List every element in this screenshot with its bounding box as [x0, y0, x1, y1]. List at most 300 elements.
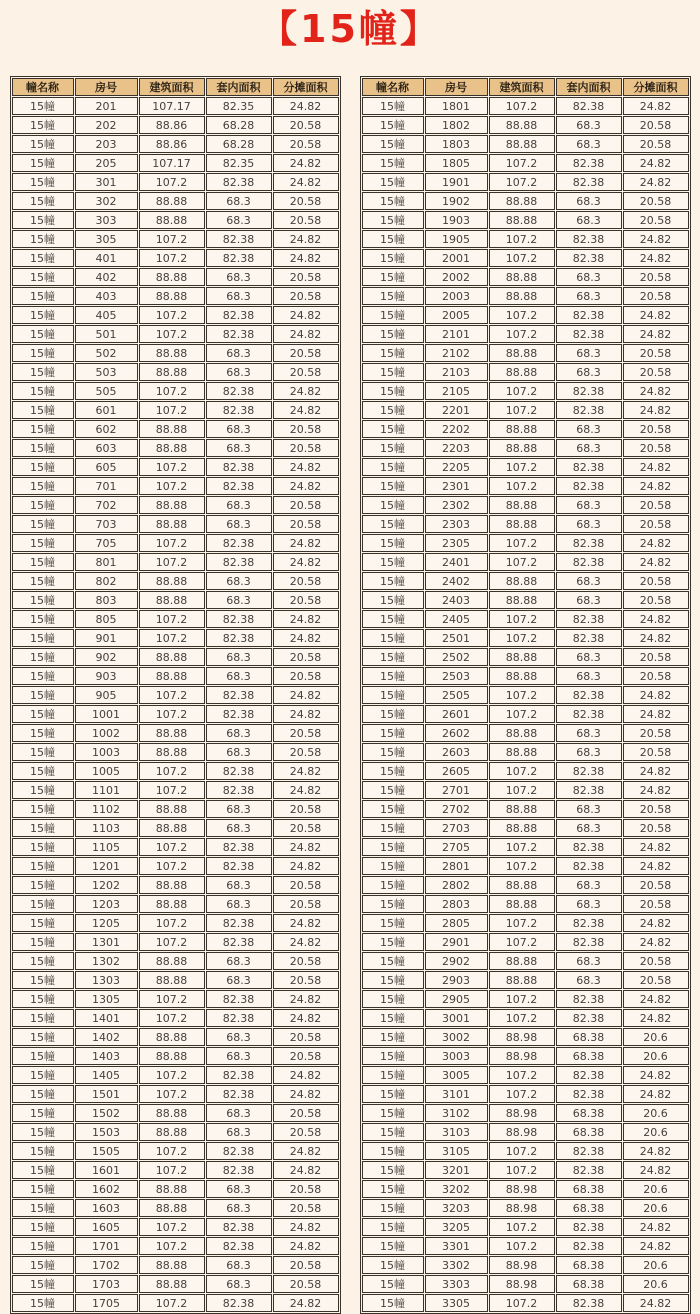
shared-area-cell: 24.82	[273, 762, 339, 780]
room-number-cell: 1803	[425, 135, 488, 153]
building-name-cell: 15幢	[362, 1180, 424, 1198]
built-area-cell: 88.88	[489, 971, 555, 989]
shared-area-cell: 20.58	[273, 344, 339, 362]
table-row	[12, 1180, 339, 1198]
building-name-cell: 15幢	[362, 990, 424, 1008]
shared-area-cell: 20.58	[623, 591, 689, 609]
shared-area-cell: 20.58	[623, 439, 689, 457]
building-name-cell: 15幢	[12, 192, 74, 210]
room-number-cell: 2602	[425, 724, 488, 742]
table-row	[12, 1275, 339, 1293]
room-number-cell: 3202	[425, 1180, 488, 1198]
room-number-cell: 2305	[425, 534, 488, 552]
shared-area-cell: 20.6	[623, 1104, 689, 1122]
built-area-cell: 107.2	[139, 401, 205, 419]
inner-area-cell: 82.38	[556, 990, 622, 1008]
room-number-cell: 801	[75, 553, 138, 571]
inner-area-cell: 82.38	[556, 1218, 622, 1236]
room-number-cell: 1605	[75, 1218, 138, 1236]
built-area-cell: 88.88	[489, 268, 555, 286]
built-area-cell: 88.88	[139, 724, 205, 742]
table-row	[362, 705, 689, 723]
room-number-cell: 2702	[425, 800, 488, 818]
room-number-cell: 3302	[425, 1256, 488, 1274]
room-number-cell: 2001	[425, 249, 488, 267]
inner-area-cell: 68.3	[206, 800, 272, 818]
building-name-cell: 15幢	[12, 781, 74, 799]
room-number-cell: 2303	[425, 515, 488, 533]
built-area-cell: 88.88	[139, 515, 205, 533]
built-area-cell: 107.2	[139, 933, 205, 951]
inner-area-cell: 82.38	[556, 1142, 622, 1160]
room-number-cell: 1905	[425, 230, 488, 248]
room-number-cell: 605	[75, 458, 138, 476]
room-number-cell: 2505	[425, 686, 488, 704]
inner-area-cell: 68.3	[556, 211, 622, 229]
column-header-built-area: 建筑面积	[139, 78, 205, 96]
room-number-cell: 1003	[75, 743, 138, 761]
building-name-cell: 15幢	[362, 1161, 424, 1179]
table-row	[362, 838, 689, 856]
building-name-cell: 15幢	[12, 306, 74, 324]
room-number-cell: 705	[75, 534, 138, 552]
inner-area-cell: 68.3	[556, 743, 622, 761]
building-name-cell: 15幢	[12, 363, 74, 381]
room-number-cell: 2503	[425, 667, 488, 685]
built-area-cell: 107.2	[489, 154, 555, 172]
table-row	[362, 800, 689, 818]
table-row	[12, 192, 339, 210]
room-number-cell: 1502	[75, 1104, 138, 1122]
shared-area-cell: 24.82	[273, 1085, 339, 1103]
inner-area-cell: 68.3	[206, 211, 272, 229]
built-area-cell: 107.2	[139, 762, 205, 780]
inner-area-cell: 68.3	[556, 116, 622, 134]
inner-area-cell: 82.38	[206, 610, 272, 628]
built-area-cell: 88.88	[489, 287, 555, 305]
table-row	[12, 724, 339, 742]
built-area-cell: 107.2	[489, 1294, 555, 1312]
inner-area-cell: 68.3	[556, 591, 622, 609]
inner-area-cell: 82.38	[206, 401, 272, 419]
table-row	[12, 610, 339, 628]
building-name-cell: 15幢	[362, 705, 424, 723]
built-area-cell: 107.2	[139, 382, 205, 400]
table-row	[362, 743, 689, 761]
shared-area-cell: 20.6	[623, 1180, 689, 1198]
shared-area-cell: 20.58	[273, 439, 339, 457]
room-number-cell: 1401	[75, 1009, 138, 1027]
inner-area-cell: 82.38	[206, 705, 272, 723]
building-name-cell: 15幢	[12, 724, 74, 742]
table-row	[362, 382, 689, 400]
shared-area-cell: 24.82	[273, 230, 339, 248]
shared-area-cell: 24.82	[623, 477, 689, 495]
inner-area-cell: 82.38	[556, 1009, 622, 1027]
table-row	[12, 249, 339, 267]
built-area-cell: 88.88	[139, 211, 205, 229]
shared-area-cell: 24.82	[623, 838, 689, 856]
inner-area-cell: 68.3	[556, 572, 622, 590]
built-area-cell: 88.88	[489, 515, 555, 533]
table-row	[362, 781, 689, 799]
shared-area-cell: 20.58	[273, 1275, 339, 1293]
table-row	[12, 1009, 339, 1027]
table-row	[12, 230, 339, 248]
built-area-cell: 88.88	[139, 819, 205, 837]
inner-area-cell: 82.38	[206, 458, 272, 476]
table-row	[12, 1161, 339, 1179]
built-area-cell: 88.98	[489, 1123, 555, 1141]
inner-area-cell: 82.38	[556, 249, 622, 267]
room-number-cell: 1505	[75, 1142, 138, 1160]
inner-area-cell: 68.3	[206, 1123, 272, 1141]
room-number-cell: 2601	[425, 705, 488, 723]
building-name-cell: 15幢	[12, 800, 74, 818]
building-name-cell: 15幢	[12, 686, 74, 704]
shared-area-cell: 24.82	[273, 705, 339, 723]
built-area-cell: 88.88	[489, 724, 555, 742]
building-name-cell: 15幢	[12, 1066, 74, 1084]
building-name-cell: 15幢	[362, 211, 424, 229]
inner-area-cell: 68.38	[556, 1123, 622, 1141]
inner-area-cell: 68.38	[556, 1180, 622, 1198]
shared-area-cell: 24.82	[273, 173, 339, 191]
table-row	[12, 686, 339, 704]
inner-area-cell: 82.38	[206, 857, 272, 875]
table-row	[12, 553, 339, 571]
shared-area-cell: 24.82	[273, 610, 339, 628]
building-name-cell: 15幢	[12, 268, 74, 286]
shared-area-cell: 20.58	[273, 1256, 339, 1274]
shared-area-cell: 24.82	[623, 97, 689, 115]
room-number-cell: 402	[75, 268, 138, 286]
table-row	[12, 648, 339, 666]
shared-area-cell: 20.58	[273, 819, 339, 837]
shared-area-cell: 24.82	[273, 1161, 339, 1179]
inner-area-cell: 68.3	[556, 667, 622, 685]
inner-area-cell: 68.28	[206, 116, 272, 134]
shared-area-cell: 20.58	[623, 743, 689, 761]
inner-area-cell: 68.28	[206, 135, 272, 153]
room-number-cell: 3101	[425, 1085, 488, 1103]
room-number-cell: 2603	[425, 743, 488, 761]
inner-area-cell: 82.38	[206, 838, 272, 856]
inner-area-cell: 82.38	[206, 534, 272, 552]
built-area-cell: 107.2	[139, 610, 205, 628]
room-number-cell: 505	[75, 382, 138, 400]
built-area-cell: 107.2	[139, 173, 205, 191]
shared-area-cell: 20.6	[623, 1199, 689, 1217]
column-header-building: 幢名称	[12, 78, 74, 96]
room-number-cell: 2403	[425, 591, 488, 609]
building-name-cell: 15幢	[12, 534, 74, 552]
table-row	[12, 1028, 339, 1046]
building-name-cell: 15幢	[362, 382, 424, 400]
shared-area-cell: 24.82	[623, 1294, 689, 1312]
table-row	[12, 629, 339, 647]
inner-area-cell: 82.38	[206, 173, 272, 191]
inner-area-cell: 82.38	[556, 458, 622, 476]
inner-area-cell: 68.3	[556, 363, 622, 381]
room-number-cell: 601	[75, 401, 138, 419]
inner-area-cell: 68.3	[206, 743, 272, 761]
room-number-cell: 2502	[425, 648, 488, 666]
built-area-cell: 107.2	[489, 1161, 555, 1179]
building-name-cell: 15幢	[362, 344, 424, 362]
column-header-building: 幢名称	[362, 78, 424, 96]
room-number-cell: 1101	[75, 781, 138, 799]
building-name-cell: 15幢	[12, 1199, 74, 1217]
building-name-cell: 15幢	[12, 287, 74, 305]
table-row	[362, 1123, 689, 1141]
built-area-cell: 88.88	[139, 800, 205, 818]
built-area-cell: 107.2	[139, 553, 205, 571]
inner-area-cell: 82.38	[556, 97, 622, 115]
table-row	[362, 1180, 689, 1198]
table-row	[362, 895, 689, 913]
table-row	[12, 876, 339, 894]
built-area-cell: 107.2	[139, 325, 205, 343]
shared-area-cell: 24.82	[623, 1009, 689, 1027]
table-row	[362, 458, 689, 476]
building-name-cell: 15幢	[362, 230, 424, 248]
table-row	[12, 363, 339, 381]
table-row	[12, 1256, 339, 1274]
room-number-cell: 2501	[425, 629, 488, 647]
room-number-cell: 803	[75, 591, 138, 609]
building-name-cell: 15幢	[362, 1199, 424, 1217]
table-row	[362, 1142, 689, 1160]
building-name-cell: 15幢	[362, 1256, 424, 1274]
room-number-cell: 203	[75, 135, 138, 153]
shared-area-cell: 24.82	[273, 781, 339, 799]
shared-area-cell: 24.82	[623, 1066, 689, 1084]
table-row	[362, 268, 689, 286]
table-body-right	[362, 97, 689, 1312]
inner-area-cell: 82.38	[556, 1237, 622, 1255]
built-area-cell: 107.2	[139, 1085, 205, 1103]
room-number-cell: 1805	[425, 154, 488, 172]
built-area-cell: 107.17	[139, 97, 205, 115]
built-area-cell: 88.88	[139, 1028, 205, 1046]
built-area-cell: 107.2	[489, 401, 555, 419]
inner-area-cell: 68.3	[556, 439, 622, 457]
table-row	[12, 116, 339, 134]
table-row	[12, 781, 339, 799]
inner-area-cell: 82.38	[206, 1066, 272, 1084]
shared-area-cell: 20.58	[273, 515, 339, 533]
room-number-cell: 1002	[75, 724, 138, 742]
table-row	[362, 192, 689, 210]
inner-area-cell: 68.3	[556, 648, 622, 666]
building-name-cell: 15幢	[12, 173, 74, 191]
room-number-cell: 401	[75, 249, 138, 267]
room-number-cell: 2803	[425, 895, 488, 913]
room-number-cell: 3005	[425, 1066, 488, 1084]
room-number-cell: 603	[75, 439, 138, 457]
building-name-cell: 15幢	[362, 895, 424, 913]
shared-area-cell: 20.58	[273, 1199, 339, 1217]
inner-area-cell: 82.38	[556, 154, 622, 172]
table-row	[12, 971, 339, 989]
table-row	[362, 173, 689, 191]
built-area-cell: 88.88	[139, 1275, 205, 1293]
inner-area-cell: 68.3	[556, 724, 622, 742]
shared-area-cell: 20.58	[273, 1104, 339, 1122]
room-number-cell: 3105	[425, 1142, 488, 1160]
shared-area-cell: 20.58	[623, 572, 689, 590]
inner-area-cell: 82.38	[206, 1161, 272, 1179]
built-area-cell: 88.98	[489, 1104, 555, 1122]
inner-area-cell: 68.38	[556, 1256, 622, 1274]
inner-area-cell: 82.38	[556, 762, 622, 780]
column-header-shared-area: 分摊面积	[273, 78, 339, 96]
room-number-cell: 2405	[425, 610, 488, 628]
table-row	[12, 477, 339, 495]
shared-area-cell: 20.58	[623, 135, 689, 153]
table-row	[12, 705, 339, 723]
building-name-cell: 15幢	[362, 838, 424, 856]
built-area-cell: 107.2	[139, 1066, 205, 1084]
built-area-cell: 88.88	[139, 648, 205, 666]
shared-area-cell: 20.58	[623, 363, 689, 381]
building-name-cell: 15幢	[12, 1085, 74, 1103]
built-area-cell: 88.86	[139, 116, 205, 134]
table-row	[362, 344, 689, 362]
room-number-cell: 2003	[425, 287, 488, 305]
building-name-cell: 15幢	[12, 382, 74, 400]
shared-area-cell: 20.58	[273, 724, 339, 742]
built-area-cell: 88.88	[139, 192, 205, 210]
built-area-cell: 107.2	[489, 1237, 555, 1255]
inner-area-cell: 68.3	[556, 800, 622, 818]
built-area-cell: 107.2	[489, 686, 555, 704]
inner-area-cell: 68.3	[556, 819, 622, 837]
building-name-cell: 15幢	[12, 116, 74, 134]
built-area-cell: 107.2	[139, 686, 205, 704]
room-number-cell: 1201	[75, 857, 138, 875]
building-name-cell: 15幢	[362, 1123, 424, 1141]
built-area-cell: 88.88	[139, 344, 205, 362]
room-number-cell: 2005	[425, 306, 488, 324]
built-area-cell: 88.88	[489, 800, 555, 818]
shared-area-cell: 20.58	[623, 648, 689, 666]
shared-area-cell: 20.6	[623, 1047, 689, 1065]
table-row	[12, 1123, 339, 1141]
room-number-cell: 1205	[75, 914, 138, 932]
table-row	[12, 97, 339, 115]
inner-area-cell: 68.38	[556, 1047, 622, 1065]
room-number-cell: 202	[75, 116, 138, 134]
shared-area-cell: 20.58	[623, 344, 689, 362]
inner-area-cell: 68.38	[556, 1028, 622, 1046]
built-area-cell: 107.17	[139, 154, 205, 172]
room-number-cell: 1902	[425, 192, 488, 210]
shared-area-cell: 24.82	[273, 914, 339, 932]
inner-area-cell: 82.38	[556, 1085, 622, 1103]
room-number-cell: 2903	[425, 971, 488, 989]
inner-area-cell: 68.3	[206, 420, 272, 438]
inner-area-cell: 68.38	[556, 1199, 622, 1217]
table-row	[12, 325, 339, 343]
table-row	[362, 116, 689, 134]
room-number-cell: 2105	[425, 382, 488, 400]
inner-area-cell: 82.38	[556, 534, 622, 552]
built-area-cell: 107.2	[489, 990, 555, 1008]
built-area-cell: 88.88	[139, 952, 205, 970]
built-area-cell: 107.2	[139, 781, 205, 799]
building-name-cell: 15幢	[12, 1123, 74, 1141]
building-name-cell: 15幢	[362, 401, 424, 419]
inner-area-cell: 82.38	[206, 382, 272, 400]
building-name-cell: 15幢	[362, 876, 424, 894]
building-name-cell: 15幢	[362, 952, 424, 970]
inner-area-cell: 82.38	[556, 1294, 622, 1312]
built-area-cell: 107.2	[139, 1294, 205, 1312]
building-name-cell: 15幢	[362, 192, 424, 210]
building-name-cell: 15幢	[362, 667, 424, 685]
shared-area-cell: 20.58	[623, 971, 689, 989]
table-row	[12, 1237, 339, 1255]
building-name-cell: 15幢	[12, 1180, 74, 1198]
shared-area-cell: 24.82	[623, 705, 689, 723]
room-number-cell: 802	[75, 572, 138, 590]
shared-area-cell: 24.82	[273, 249, 339, 267]
room-number-cell: 2202	[425, 420, 488, 438]
table-row	[12, 591, 339, 609]
building-name-cell: 15幢	[12, 496, 74, 514]
shared-area-cell: 24.82	[273, 401, 339, 419]
shared-area-cell: 20.58	[623, 819, 689, 837]
room-number-cell: 3201	[425, 1161, 488, 1179]
building-name-cell: 15幢	[12, 648, 74, 666]
shared-area-cell: 20.58	[623, 496, 689, 514]
shared-area-cell: 20.6	[623, 1275, 689, 1293]
column-header-room: 房号	[75, 78, 138, 96]
built-area-cell: 88.88	[489, 211, 555, 229]
building-name-cell: 15幢	[12, 401, 74, 419]
column-header-inner-area: 套内面积	[206, 78, 272, 96]
inner-area-cell: 68.38	[556, 1275, 622, 1293]
room-number-cell: 2705	[425, 838, 488, 856]
built-area-cell: 107.2	[489, 458, 555, 476]
built-area-cell: 88.88	[139, 439, 205, 457]
shared-area-cell: 20.6	[623, 1123, 689, 1141]
room-number-cell: 2703	[425, 819, 488, 837]
shared-area-cell: 20.58	[273, 268, 339, 286]
inner-area-cell: 82.38	[556, 914, 622, 932]
table-row	[362, 819, 689, 837]
built-area-cell: 88.88	[139, 363, 205, 381]
shared-area-cell: 24.82	[623, 610, 689, 628]
built-area-cell: 88.86	[139, 135, 205, 153]
header-row	[362, 78, 689, 96]
building-name-cell: 15幢	[12, 1009, 74, 1027]
table-row	[12, 1218, 339, 1236]
shared-area-cell: 20.58	[273, 952, 339, 970]
room-number-cell: 3001	[425, 1009, 488, 1027]
table-row	[12, 667, 339, 685]
shared-area-cell: 24.82	[623, 1218, 689, 1236]
room-number-cell: 301	[75, 173, 138, 191]
shared-area-cell: 24.82	[273, 1294, 339, 1312]
table-row	[362, 230, 689, 248]
room-number-cell: 1005	[75, 762, 138, 780]
room-number-cell: 3103	[425, 1123, 488, 1141]
inner-area-cell: 82.38	[206, 781, 272, 799]
building-name-cell: 15幢	[12, 762, 74, 780]
